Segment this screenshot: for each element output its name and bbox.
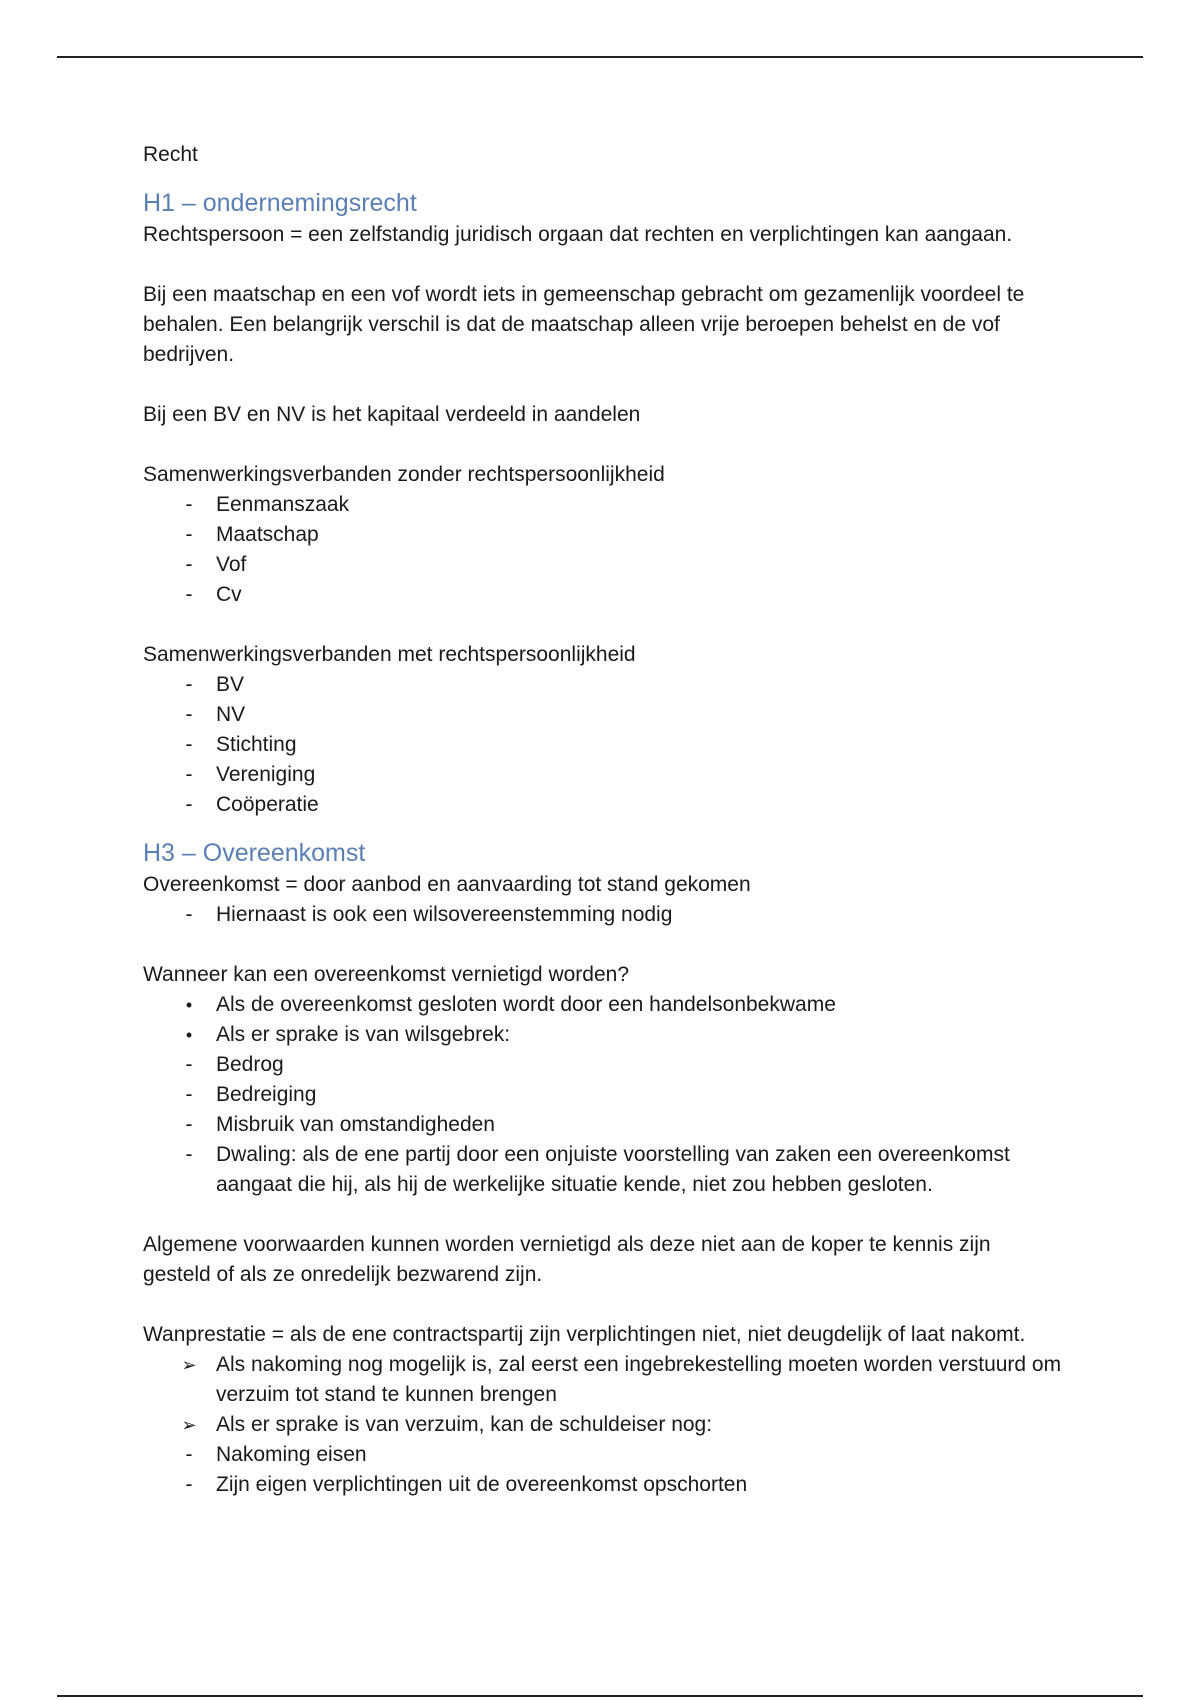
arrow-bullet-icon: ➢ xyxy=(181,1355,197,1375)
list-item: - Maatschap xyxy=(143,520,1063,550)
paragraph-rechtspersoon: Rechtspersoon = een zelfstandig juridisch orgaan dat rechten en verplichtingen kan aangaan. xyxy=(143,223,1013,246)
top-rule xyxy=(57,56,1143,58)
bottom-rule xyxy=(57,1695,1143,1697)
dash-marker: - xyxy=(185,1053,193,1076)
list-item: • Als er sprake is van wilsgebrek: xyxy=(143,1020,1063,1050)
paragraph-algemene-voorwaarden: Algemene voorwaarden kunnen worden vernietigd als deze niet aan de koper te kennis zijn gesteld of als ze onredelijk bezwarend zijn. xyxy=(143,1233,991,1286)
dash-marker: - xyxy=(185,583,193,606)
dash-marker: - xyxy=(185,703,193,726)
list-item: - Misbruik van omstandigheden xyxy=(143,1110,1063,1140)
bullet-marker: • xyxy=(185,995,193,1015)
list-item: - Bedrog xyxy=(143,1050,1063,1080)
list-met-rechtspersoonlijkheid xyxy=(143,670,1063,820)
list-item: - Bedreiging xyxy=(143,1080,1063,1110)
list-item: - NV xyxy=(143,700,1063,730)
dash-marker: - xyxy=(185,1473,193,1496)
arrow-bullet-icon: ➢ xyxy=(181,1415,197,1435)
paragraph-vernietigd: Wanneer kan een overeenkomst vernietigd worden? xyxy=(143,963,630,986)
list-item: - Coöperatie xyxy=(143,790,1063,820)
document-title: Recht xyxy=(143,143,198,166)
list-item: - Zijn eigen verplichtingen uit de overeenkomst opschorten xyxy=(143,1470,1063,1500)
paragraph-bv-nv: Bij een BV en NV is het kapitaal verdeeld in aandelen xyxy=(143,403,641,426)
list-item: - Vereniging xyxy=(143,760,1063,790)
dash-marker: - xyxy=(185,673,193,696)
dash-marker: - xyxy=(185,1143,193,1166)
dash-marker: - xyxy=(185,1083,193,1106)
dash-marker: - xyxy=(185,793,193,816)
dash-marker: - xyxy=(185,1443,193,1466)
list2-title: Samenwerkingsverbanden met rechtspersoonlijkheid xyxy=(143,643,636,666)
list-item: - Hiernaast is ook een wilsovereenstemming nodig xyxy=(143,900,1063,930)
paragraph-wanprestatie: Wanprestatie = als de ene contractspartij zijn verplichtingen niet, niet deugdelijk of laat nakomt. xyxy=(143,1323,1026,1346)
list-item: - Vof xyxy=(143,550,1063,580)
dash-marker: - xyxy=(185,733,193,756)
list-item: • Als de overeenkomst gesloten wordt door een handelsonbekwame xyxy=(143,990,1063,1020)
dash-marker: - xyxy=(185,493,193,516)
paragraph-maatschap: Bij een maatschap en een vof wordt iets in gemeenschap gebracht om gezamenlijk voordeel te behalen. Een belangrijk verschil is dat de maatschap alleen vrije beroepen behelst en de vof bedrijven. xyxy=(143,283,1025,366)
list-item: ➢ Als er sprake is van verzuim, kan de schuldeiser nog: xyxy=(143,1410,1063,1440)
list-item: - Eenmanszaak xyxy=(143,490,1063,520)
list-item: - Dwaling: als de ene partij door een onjuiste voorstelling van zaken een overeenkomst aangaat die hij, als hij de werkelijke situatie kende, niet zou hebben gesloten. xyxy=(143,1140,1063,1200)
heading-h3: H3 – Overeenkomst xyxy=(143,839,366,867)
dash-marker: - xyxy=(185,903,193,926)
list-item: - Nakoming eisen xyxy=(143,1440,1063,1470)
list-overeenkomst xyxy=(143,900,1063,930)
list-item: ➢ Als nakoming nog mogelijk is, zal eerst een ingebrekestelling moeten worden verstuurd om verzuim tot stand te kunnen brengen xyxy=(143,1350,1063,1410)
dash-marker: - xyxy=(185,523,193,546)
document-body xyxy=(143,140,1063,1500)
list-item: - Cv xyxy=(143,580,1063,610)
list-item: - BV xyxy=(143,670,1063,700)
heading-h1: H1 – ondernemingsrecht xyxy=(143,189,417,217)
bullet-marker: • xyxy=(185,1025,193,1045)
list-zonder-rechtspersoonlijkheid xyxy=(143,490,1063,610)
dash-marker: - xyxy=(185,553,193,576)
list1-title: Samenwerkingsverbanden zonder rechtspersoonlijkheid xyxy=(143,463,665,486)
dash-marker: - xyxy=(185,763,193,786)
list-item: - Stichting xyxy=(143,730,1063,760)
list-vernietiging xyxy=(143,990,1063,1200)
list-wanprestatie xyxy=(143,1350,1063,1500)
paragraph-overeenkomst: Overeenkomst = door aanbod en aanvaarding tot stand gekomen xyxy=(143,873,751,896)
dash-marker: - xyxy=(185,1113,193,1136)
